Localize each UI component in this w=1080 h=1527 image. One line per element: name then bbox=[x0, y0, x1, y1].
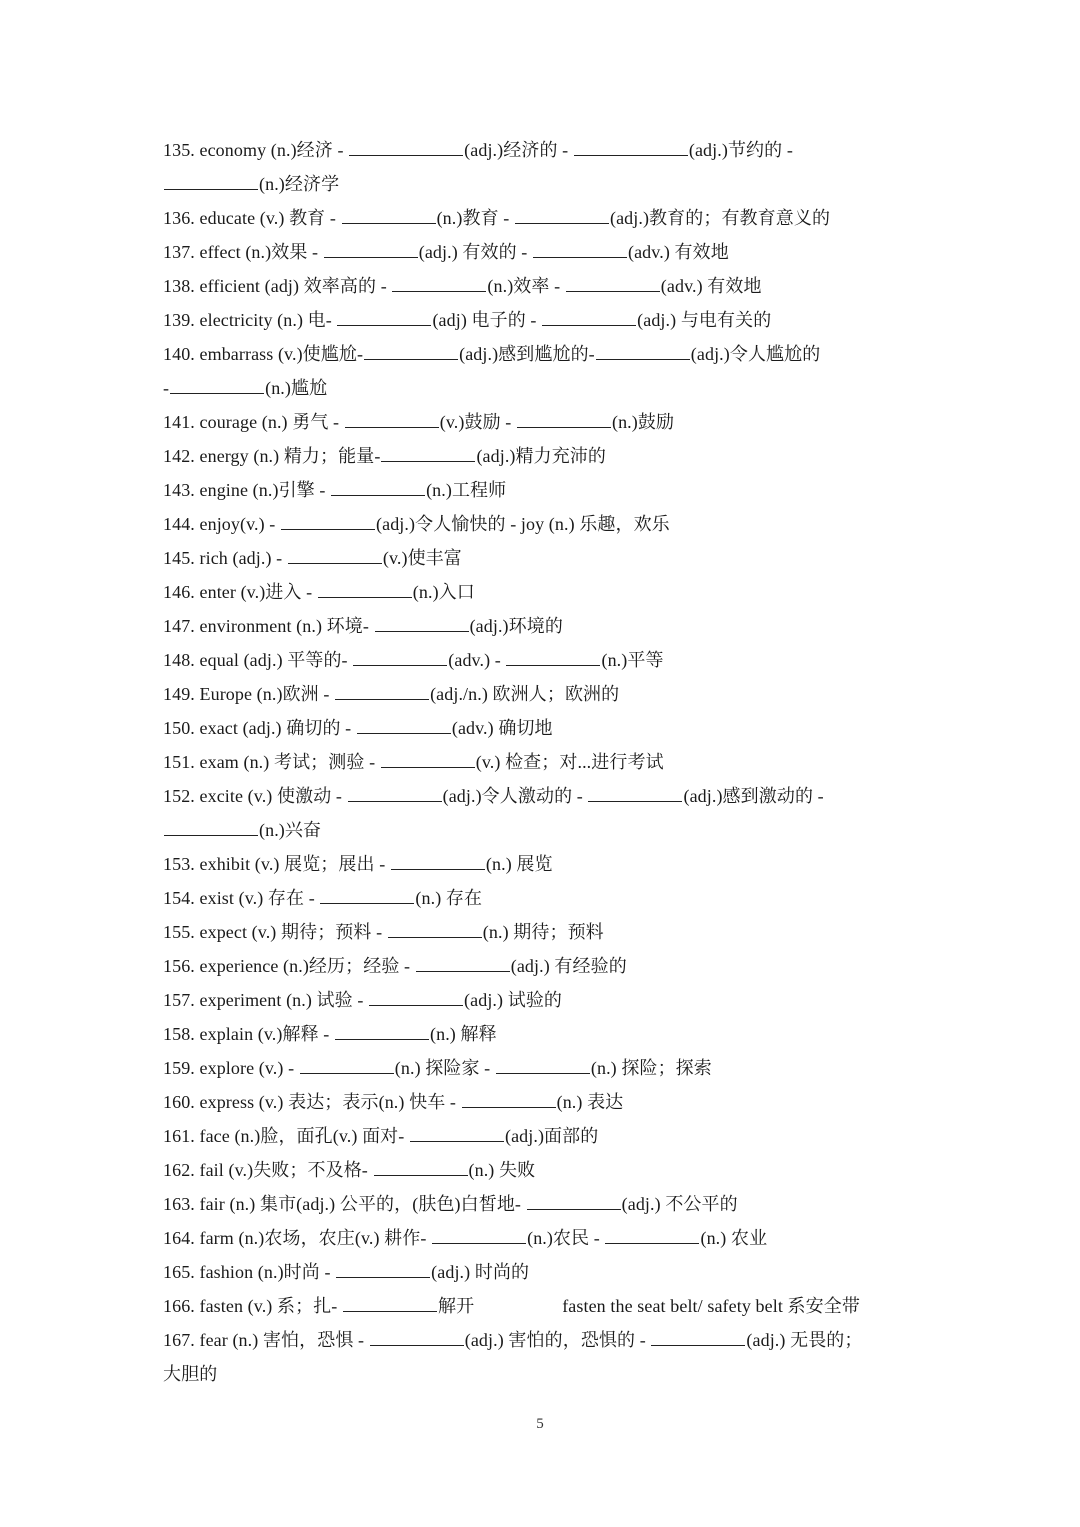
answer-blank[interactable] bbox=[357, 713, 451, 734]
answer-blank[interactable] bbox=[381, 747, 475, 768]
answer-blank[interactable] bbox=[432, 1223, 526, 1244]
answer-blank[interactable] bbox=[170, 373, 264, 394]
answer-blank[interactable] bbox=[574, 135, 688, 156]
vocabulary-line: 148. equal (adj.) 平等的- (adv.) - (n.)平等 bbox=[163, 643, 923, 677]
answer-blank[interactable] bbox=[300, 1053, 394, 1074]
vocabulary-line: 145. rich (adj.) - (v.)使丰富 bbox=[163, 541, 923, 575]
vocabulary-line: 161. face (n.)脸，面孔(v.) 面对- (adj.)面部的 bbox=[163, 1119, 923, 1153]
vocabulary-line: 147. environment (n.) 环境- (adj.)环境的 bbox=[163, 609, 923, 643]
answer-blank[interactable] bbox=[337, 305, 431, 326]
answer-blank[interactable] bbox=[462, 1087, 556, 1108]
vocabulary-line: 156. experience (n.)经历；经验 - (adj.) 有经验的 bbox=[163, 949, 923, 983]
answer-blank[interactable] bbox=[605, 1223, 699, 1244]
vocabulary-line: 167. fear (n.) 害怕，恐惧 - (adj.) 害怕的，恐惧的 - (adj.) 无畏的； bbox=[163, 1323, 923, 1357]
vocabulary-line: 155. expect (v.) 期待；预料 - (n.) 期待；预料 bbox=[163, 915, 923, 949]
answer-blank[interactable] bbox=[335, 679, 429, 700]
answer-blank[interactable] bbox=[345, 407, 439, 428]
answer-blank[interactable] bbox=[515, 203, 609, 224]
vocabulary-line: 163. fair (n.) 集市(adj.) 公平的，(肤色)白皙地- (adj.) 不公平的 bbox=[163, 1187, 923, 1221]
vocabulary-line: 166. fasten (v.) 系；扎- 解开 fasten the seat belt/ safety belt 系安全带 bbox=[163, 1289, 923, 1323]
vocabulary-line: 143. engine (n.)引擎 - (n.)工程师 bbox=[163, 473, 923, 507]
answer-blank[interactable] bbox=[164, 815, 258, 836]
answer-blank[interactable] bbox=[527, 1189, 621, 1210]
vocabulary-line: 149. Europe (n.)欧洲 - (adj./n.) 欧洲人；欧洲的 bbox=[163, 677, 923, 711]
answer-blank[interactable] bbox=[320, 883, 414, 904]
vocabulary-line: 164. farm (n.)农场，农庄(v.) 耕作- (n.)农民 - (n.) 农业 bbox=[163, 1221, 923, 1255]
answer-blank[interactable] bbox=[349, 135, 463, 156]
answer-blank[interactable] bbox=[164, 169, 258, 190]
vocabulary-line: 146. enter (v.)进入 - (n.)入口 bbox=[163, 575, 923, 609]
answer-blank[interactable] bbox=[542, 305, 636, 326]
vocabulary-line: 135. economy (n.)经济 - (adj.)经济的 - (adj.)节约的 - bbox=[163, 133, 923, 167]
vocabulary-line: 142. energy (n.) 精力；能量- (adj.)精力充沛的 bbox=[163, 439, 923, 473]
vocabulary-line: - (n.)尴尬 bbox=[163, 371, 923, 405]
answer-blank[interactable] bbox=[348, 781, 442, 802]
answer-blank[interactable] bbox=[596, 339, 690, 360]
vocabulary-line: (n.)经济学 bbox=[163, 167, 923, 201]
vocabulary-line: 150. exact (adj.) 确切的 - (adv.) 确切地 bbox=[163, 711, 923, 745]
answer-blank[interactable] bbox=[388, 917, 482, 938]
answer-blank[interactable] bbox=[336, 1257, 430, 1278]
answer-blank[interactable] bbox=[288, 543, 382, 564]
answer-blank[interactable] bbox=[331, 475, 425, 496]
vocabulary-line: 154. exist (v.) 存在 - (n.) 存在 bbox=[163, 881, 923, 915]
vocabulary-line: 144. enjoy(v.) - (adj.)令人愉快的 - joy (n.) 乐趣，欢乐 bbox=[163, 507, 923, 541]
vocabulary-line: 157. experiment (n.) 试验 - (adj.) 试验的 bbox=[163, 983, 923, 1017]
vocabulary-line: 159. explore (v.) - (n.) 探险家 - (n.) 探险；探索 bbox=[163, 1051, 923, 1085]
vocabulary-line: 138. efficient (adj) 效率高的 - (n.)效率 - (adv.) 有效地 bbox=[163, 269, 923, 303]
vocabulary-line: 162. fail (v.)失败；不及格- (n.) 失败 bbox=[163, 1153, 923, 1187]
page-number: 5 bbox=[536, 1416, 544, 1432]
vocabulary-line: 152. excite (v.) 使激动 - (adj.)令人激动的 - (adj.)感到激动的 - bbox=[163, 779, 923, 813]
answer-blank[interactable] bbox=[517, 407, 611, 428]
answer-blank[interactable] bbox=[566, 271, 660, 292]
answer-blank[interactable] bbox=[374, 1155, 468, 1176]
vocabulary-list bbox=[163, 133, 923, 1391]
answer-blank[interactable] bbox=[651, 1325, 745, 1346]
answer-blank[interactable] bbox=[410, 1121, 504, 1142]
answer-blank[interactable] bbox=[318, 577, 412, 598]
answer-blank[interactable] bbox=[342, 203, 436, 224]
vocabulary-line: 165. fashion (n.)时尚 - (adj.) 时尚的 bbox=[163, 1255, 923, 1289]
answer-blank[interactable] bbox=[281, 509, 375, 530]
answer-blank[interactable] bbox=[391, 849, 485, 870]
answer-blank[interactable] bbox=[324, 237, 418, 258]
answer-blank[interactable] bbox=[343, 1291, 437, 1312]
vocabulary-line: 大胆的 bbox=[163, 1364, 218, 1384]
answer-blank[interactable] bbox=[364, 339, 458, 360]
vocabulary-line: 153. exhibit (v.) 展览；展出 - (n.) 展览 bbox=[163, 847, 923, 881]
answer-blank[interactable] bbox=[416, 951, 510, 972]
answer-blank[interactable] bbox=[375, 611, 469, 632]
answer-blank[interactable] bbox=[392, 271, 486, 292]
vocabulary-line: 158. explain (v.)解释 - (n.) 解释 bbox=[163, 1017, 923, 1051]
answer-blank[interactable] bbox=[369, 985, 463, 1006]
answer-blank[interactable] bbox=[370, 1325, 464, 1346]
vocabulary-line: (n.)兴奋 bbox=[163, 813, 923, 847]
answer-blank[interactable] bbox=[588, 781, 682, 802]
vocabulary-line: 140. embarrass (v.)使尴尬- (adj.)感到尴尬的- (adj.)令人尴尬的 bbox=[163, 337, 923, 371]
answer-blank[interactable] bbox=[533, 237, 627, 258]
vocabulary-line: 137. effect (n.)效果 - (adj.) 有效的 - (adv.) 有效地 bbox=[163, 235, 923, 269]
answer-blank[interactable] bbox=[496, 1053, 590, 1074]
answer-blank[interactable] bbox=[381, 441, 475, 462]
vocabulary-line: 151. exam (n.) 考试；测验 - (v.) 检查；对...进行考试 bbox=[163, 745, 923, 779]
vocabulary-line: 139. electricity (n.) 电- (adj) 电子的 - (adj.) 与电有关的 bbox=[163, 303, 923, 337]
answer-blank[interactable] bbox=[335, 1019, 429, 1040]
vocabulary-line: 136. educate (v.) 教育 - (n.)教育 - (adj.)教育的；有教育意义的 bbox=[163, 201, 923, 235]
vocabulary-line: 160. express (v.) 表达；表示(n.) 快车 - (n.) 表达 bbox=[163, 1085, 923, 1119]
vocabulary-line: 141. courage (n.) 勇气 - (v.)鼓励 - (n.)鼓励 bbox=[163, 405, 923, 439]
answer-blank[interactable] bbox=[506, 645, 600, 666]
answer-blank[interactable] bbox=[353, 645, 447, 666]
